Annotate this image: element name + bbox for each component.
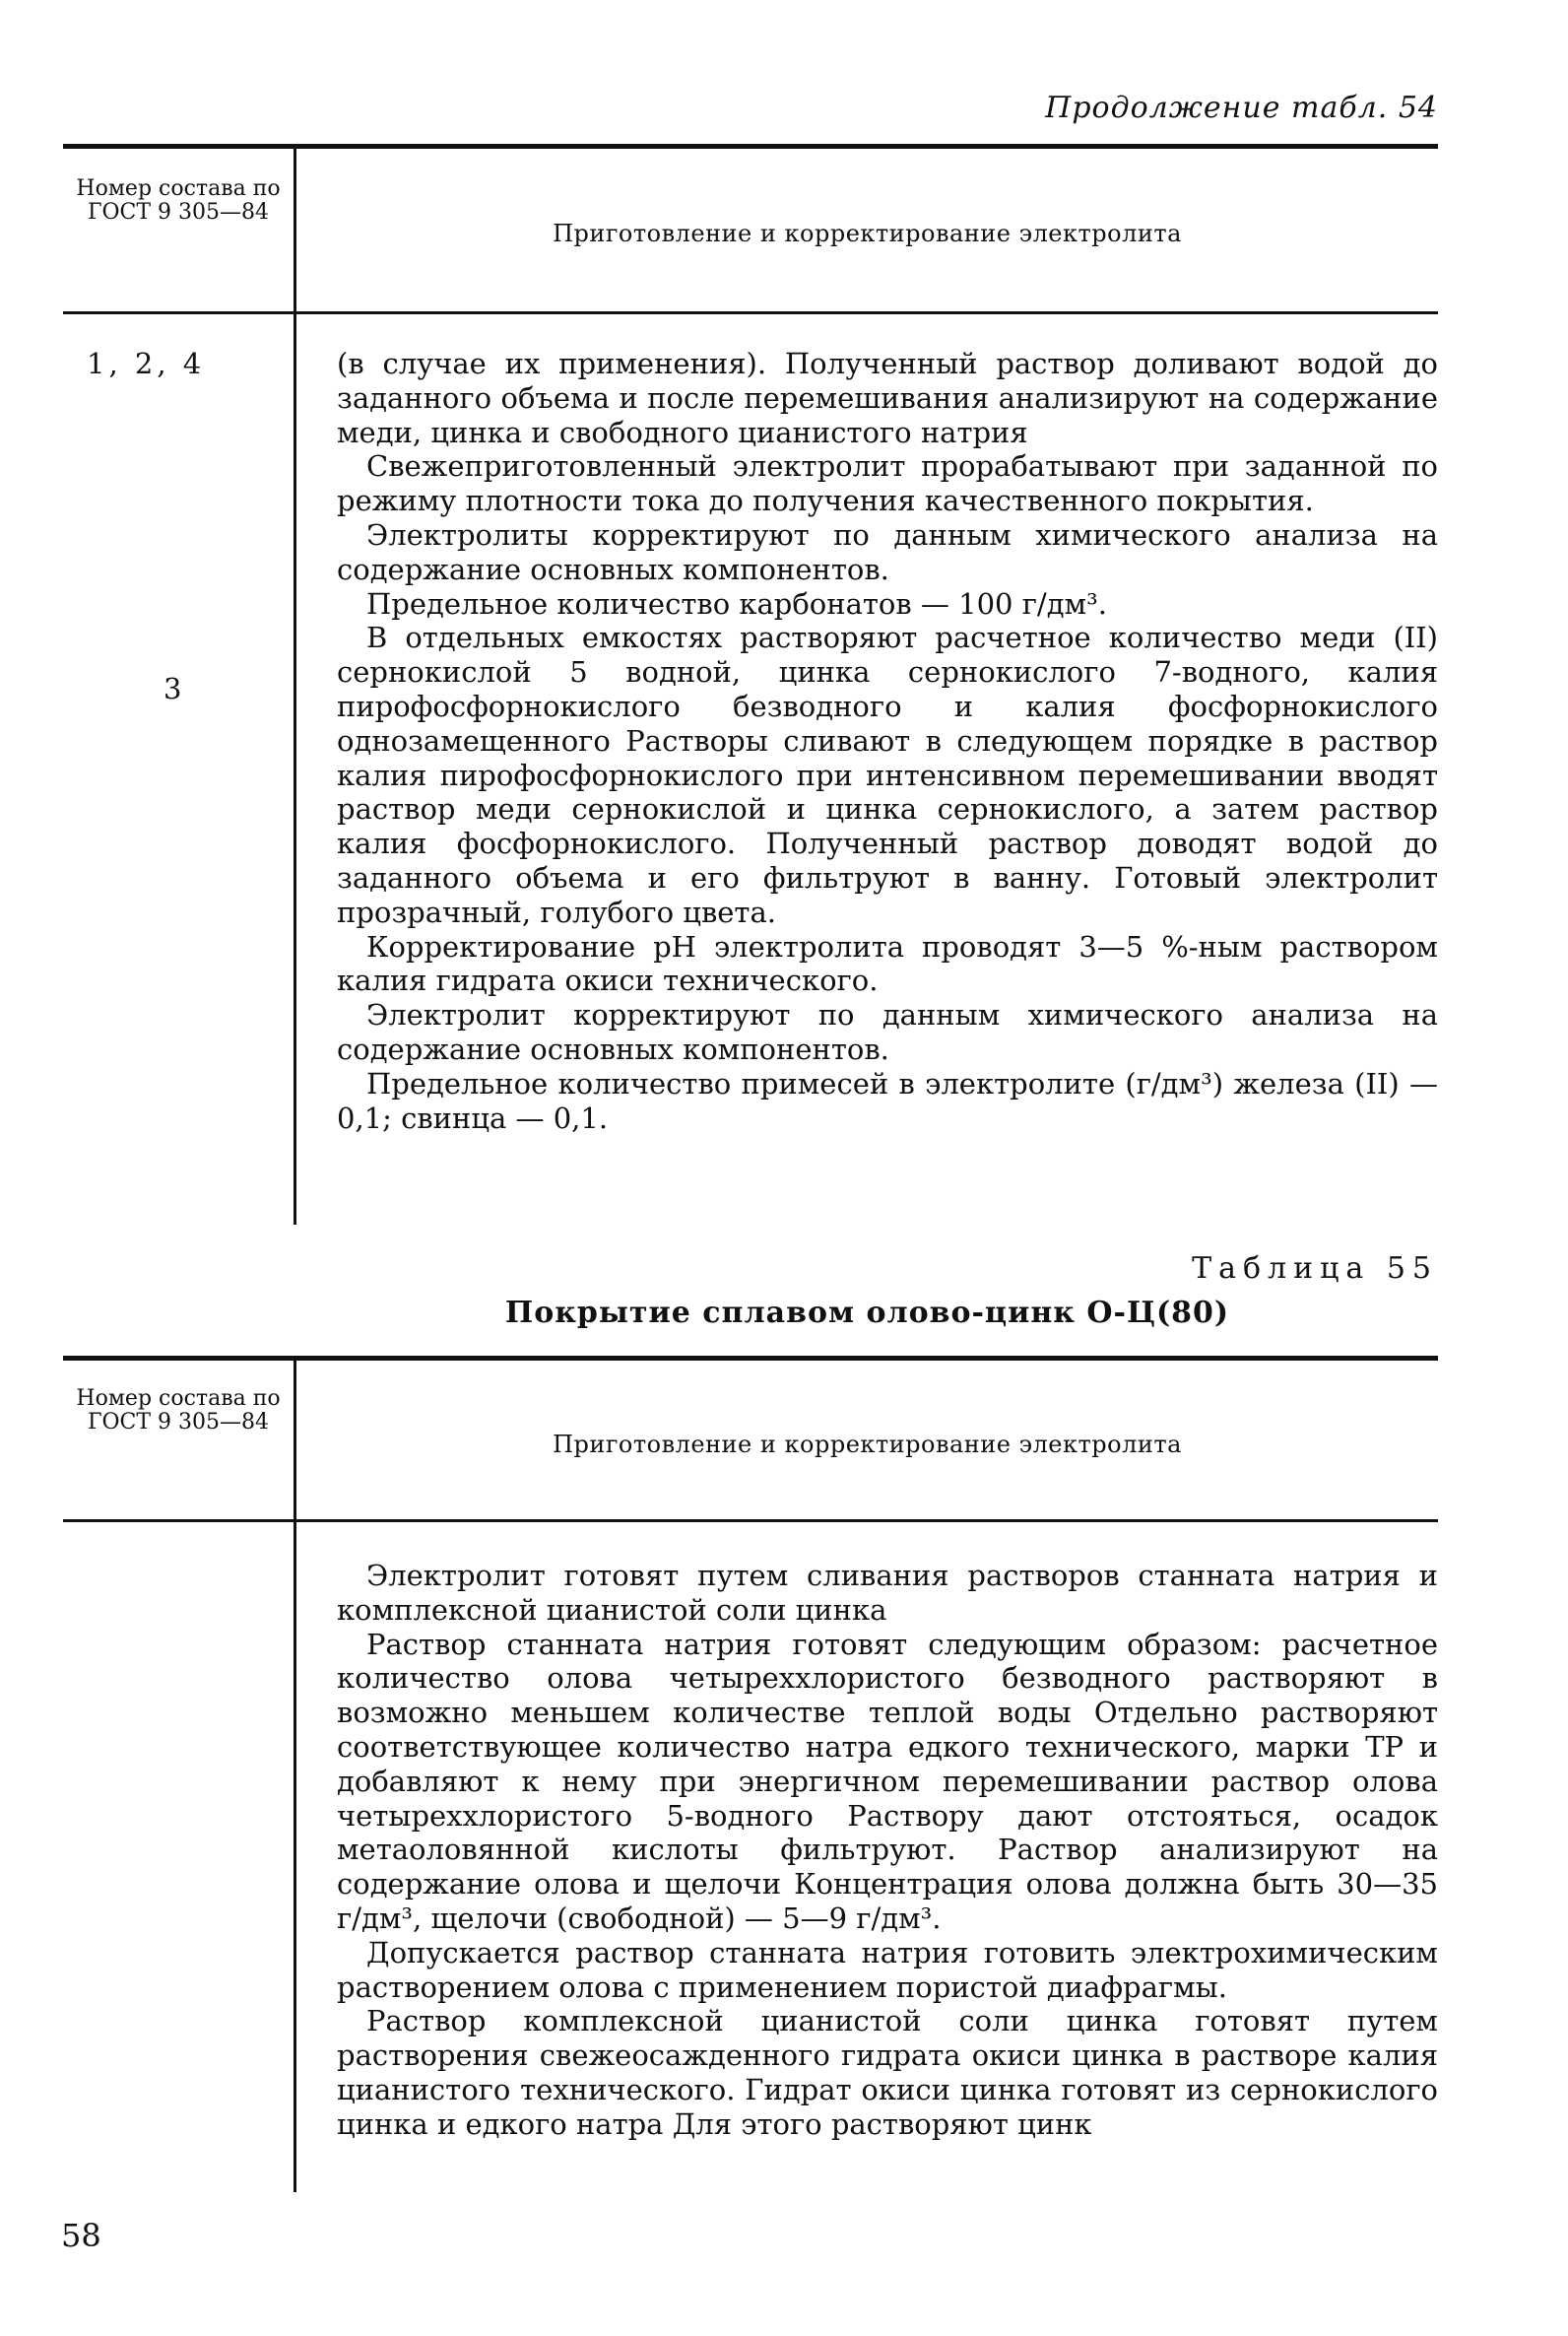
table55-paragraph: Допускается раствор станната натрия готовить электрохимическим растворением олова с применением пористой диафрагмы. [337,1935,1438,2004]
table55-header-rule [63,1519,1438,1522]
table54-row1-paragraph: (в случае их применения). Полученный раствор доливают водой до заданного объема и после перемешивания анализируют на содержание меди, цинка и свободного цианистого натрия [337,347,1438,449]
page-number: 58 [61,2217,101,2254]
table55-label: Таблица 55 [1192,1251,1438,1286]
table54-row1-paragraph: Предельное количество карбонатов — 100 г/дм³. [366,586,1107,621]
table55-body [337,1559,1438,2142]
table54-header-rule [63,311,1438,314]
table55-paragraph: Раствор станната натрия готовят следующим образом: расчетное количество олова четыреххлористого безводного растворяют в возможно меньшем количестве теплой воды Отдельно растворяют соответствующее количество натра едкого технического, марки ТР и добавляют к нему при энергичном перемешивании раствор олова четыреххлористого 5-водного Раствору дают отстояться, осадок метаоловянной кислоты фильтруют. Раствор анализируют на содержание олова и щелочи Концентрация олова должна быть 30—35 г/дм³, щелочи (свободной) — 5—9 г/дм³. [337,1627,1438,1935]
table54-row3-paragraph: Электролит корректируют по данным химического анализа на содержание основных компонентов. [337,998,1438,1066]
table55-header-number: Номер состава по ГОСТ 9 305—84 [76,1386,281,1435]
table54-top-rule [63,144,1438,149]
table54-row3-paragraph: Корректирование pH электролита проводят 3—5 %-ным раствором калия гидрата окиси технического. [337,929,1438,998]
table54-row3-paragraph: В отдельных емкостях растворяют расчетное количество меди (II) сернокислой 5 водной, цинка сернокислого 7-водного, калия пирофосфорнокислого безводного и калия фосфорнокислого однозамещенного Растворы сливают в следующем порядке в раствор калия пирофосфорнокислого при интенсивном перемешивании вводят раствор меди сернокислой и цинка сернокислого, а затем раствор калия фосфорнокислого. Полученный раствор доводят водой до заданного объема и его фильтруют в ванну. Готовый электролит прозрачный, голубого цвета. [337,621,1438,929]
table54-body [337,347,1438,1135]
table54-column-divider [294,149,296,1225]
table54-header-number: Номер состава по ГОСТ 9 305—84 [76,176,281,225]
table55-top-rule [63,1356,1438,1361]
table54-row3-paragraph: Предельное количество примесей в электролите (г/дм³) железа (II) — 0,1; свинца — 0,1. [337,1066,1438,1135]
table54-row-number: 3 [163,672,186,705]
table54-header-preparation: Приготовление и корректирование электролита [553,220,1182,247]
table54-row1-paragraph: Свежеприготовленный электролит прорабатывают при заданной по режиму плотности тока до получения качественного покрытия. [337,449,1438,518]
continuation-title: Продолжение табл. 54 [1045,91,1438,125]
table55-paragraph: Раствор комплексной цианистой соли цинка готовят путем растворения свежеосажденного гидрата окиси цинка в растворе калия цианистого технического. Гидрат окиси цинка готовят из сернокислого цинка и едкого натра Для этого растворяют цинк [337,2004,1438,2141]
table54-row1-paragraph: Электролиты корректируют по данным химического анализа на содержание основных компонентов. [337,517,1438,586]
table55-column-divider [294,1361,296,2192]
table55-title: Покрытие сплавом олово-цинк О-Ц(80) [504,1296,1230,1330]
table55-header-preparation: Приготовление и корректирование электролита [553,1431,1182,1458]
table55-paragraph: Электролит готовят путем сливания растворов станната натрия и комплексной цианистой соли цинка [337,1559,1438,1627]
table54-row-number: 1, 2, 4 [87,347,206,380]
